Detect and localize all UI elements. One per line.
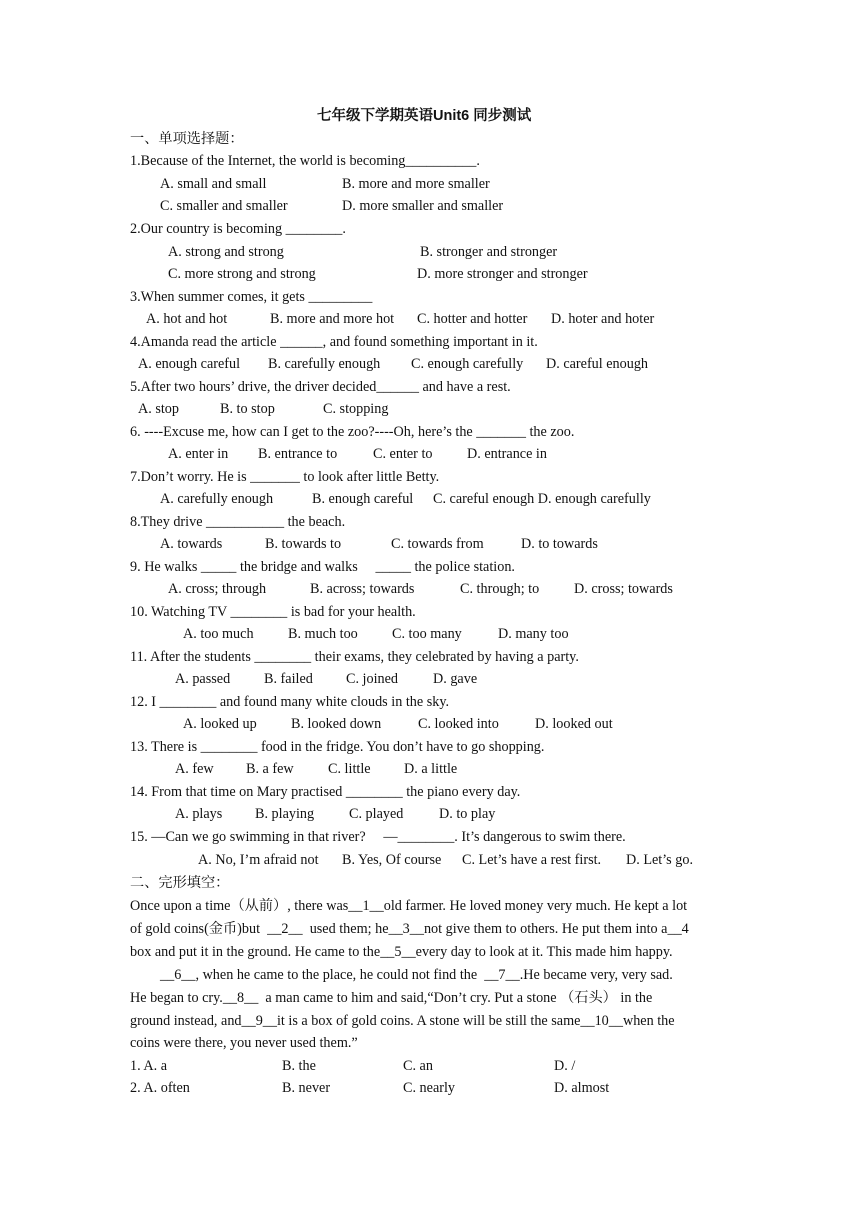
option-b: B. more and more smaller [342,176,490,192]
option-a: 1. A. a [130,1058,168,1074]
option-c: C. joined [346,671,399,687]
option-a: A. few [175,761,214,777]
option-a: A. carefully enough [160,491,274,507]
option-a: A. cross; through [168,581,267,597]
option-d: D. looked out [535,716,613,732]
option-b: B. playing [255,806,315,822]
option-b: B. much too [288,626,358,642]
option-d: D. more stronger and stronger [417,266,588,282]
option-a: A. strong and strong [168,244,284,260]
passage-line: of gold coins(金币)but __2__ used them; he__3__not give them to others. He put them into a__4 [130,921,689,937]
option-a: A. enough careful [138,356,241,372]
option-a: A. No, I’m afraid not [198,852,319,868]
passage-line: Once upon a time（从前）, there was__1__old farmer. He loved money very much. He kept a lot [130,898,688,914]
question-stem: 6. ----Excuse me, how can I get to the zoo?----Oh, here’s the _______ the zoo. [130,424,575,440]
question-stem: 15. —Can we go swimming in that river? —________. It’s dangerous to swim there. [130,829,626,845]
option-a: A. passed [175,671,231,687]
option-a: A. too much [183,626,254,642]
option-d: D. cross; towards [574,581,673,597]
option-a: A. small and small [160,176,267,192]
option-d: D. to play [439,806,496,822]
section-heading: 二、完形填空： [130,875,230,891]
question-stem: 13. There is ________ food in the fridge. You don’t have to go shopping. [130,739,545,755]
option-d: D. more smaller and smaller [342,198,504,214]
option-c: C. played [349,806,404,822]
option-c: C. nearly [403,1080,456,1096]
option-b: B. across; towards [310,581,415,597]
question-stem: 10. Watching TV ________ is bad for your health. [130,604,416,620]
option-b: B. looked down [291,716,382,732]
question-stem: 11. After the students ________ their exams, they celebrated by having a party. [130,649,579,665]
option-a: A. towards [160,536,223,552]
option-c: C. smaller and smaller [160,198,288,214]
option-d: D. to towards [521,536,598,552]
question-stem: 1.Because of the Internet, the world is becoming__________. [130,153,480,169]
passage-line: coins were there, you never used them.” [130,1035,358,1051]
option-a: A. hot and hot [146,311,228,327]
question-stem: 4.Amanda read the article ______, and found something important in it. [130,334,538,350]
option-d: D. gave [433,671,478,687]
page-title: 七年级下学期英语Unit6 同步测试 [317,108,532,124]
option-d: D. almost [554,1080,610,1096]
passage-line: box and put it in the ground. He came to the__5__every day to look at it. This made him happy. [130,944,673,960]
option-a: A. looked up [183,716,257,732]
option-b: B. a few [246,761,294,777]
option-d: D. careful enough [546,356,649,372]
option-c: C. hotter and hotter [417,311,528,327]
option-b: B. Yes, Of course [342,852,442,868]
option-c: C. stopping [323,401,389,417]
option-b: B. to stop [220,401,275,417]
option-c: C. enough carefully [411,356,524,372]
option-c: C. an [403,1058,433,1074]
question-stem: 12. I ________ and found many white clouds in the sky. [130,694,450,710]
option-d: D. many too [498,626,569,642]
option-b: B. never [282,1080,331,1096]
option-cd: C. careful enough D. enough carefully [433,491,651,507]
option-d: D. / [554,1058,576,1074]
passage-line: __6__, when he came to the place, he could not find the __7__.He became very, very sad. [160,967,673,983]
option-a: 2. A. often [130,1080,190,1096]
option-b: B. the [282,1058,316,1074]
option-c: C. through; to [460,581,540,597]
option-a: A. enter in [168,446,229,462]
option-a: A. stop [138,401,179,417]
option-d: D. a little [404,761,458,777]
question-stem: 5.After two hours’ drive, the driver decided______ and have a rest. [130,379,511,395]
option-b: B. more and more hot [270,311,395,327]
option-b: B. stronger and stronger [420,244,558,260]
option-b: B. enough careful [312,491,414,507]
option-c: C. Let’s have a rest first. [462,852,602,868]
question-stem: 8.They drive ___________ the beach. [130,514,346,530]
option-c: C. towards from [391,536,484,552]
passage-line: ground instead, and__9__it is a box of gold coins. A stone will be still the same__10__when the [130,1013,675,1029]
option-c: C. looked into [418,716,499,732]
question-stem: 14. From that time on Mary practised ________ the piano every day. [130,784,521,800]
question-stem: 3.When summer comes, it gets _________ [130,289,373,305]
option-d: D. Let’s go. [626,852,693,868]
option-b: B. towards to [265,536,342,552]
option-d: D. hoter and hoter [551,311,655,327]
option-d: D. entrance in [467,446,547,462]
option-b: B. failed [264,671,313,687]
section-heading: 一、单项选择题： [130,131,244,147]
option-a: A. plays [175,806,223,822]
option-c: C. more strong and strong [168,266,316,282]
option-c: C. enter to [373,446,433,462]
option-b: B. carefully enough [268,356,381,372]
question-stem: 2.Our country is becoming ________. [130,221,346,237]
option-c: C. little [328,761,371,777]
option-c: C. too many [392,626,462,642]
option-b: B. entrance to [258,446,338,462]
passage-line: He began to cry.__8__ a man came to him and said,“Don’t cry. Put a stone （石头） in the [130,990,653,1006]
question-stem: 7.Don’t worry. He is _______ to look after little Betty. [130,469,440,485]
question-stem: 9. He walks _____ the bridge and walks _____ the police station. [130,559,515,575]
